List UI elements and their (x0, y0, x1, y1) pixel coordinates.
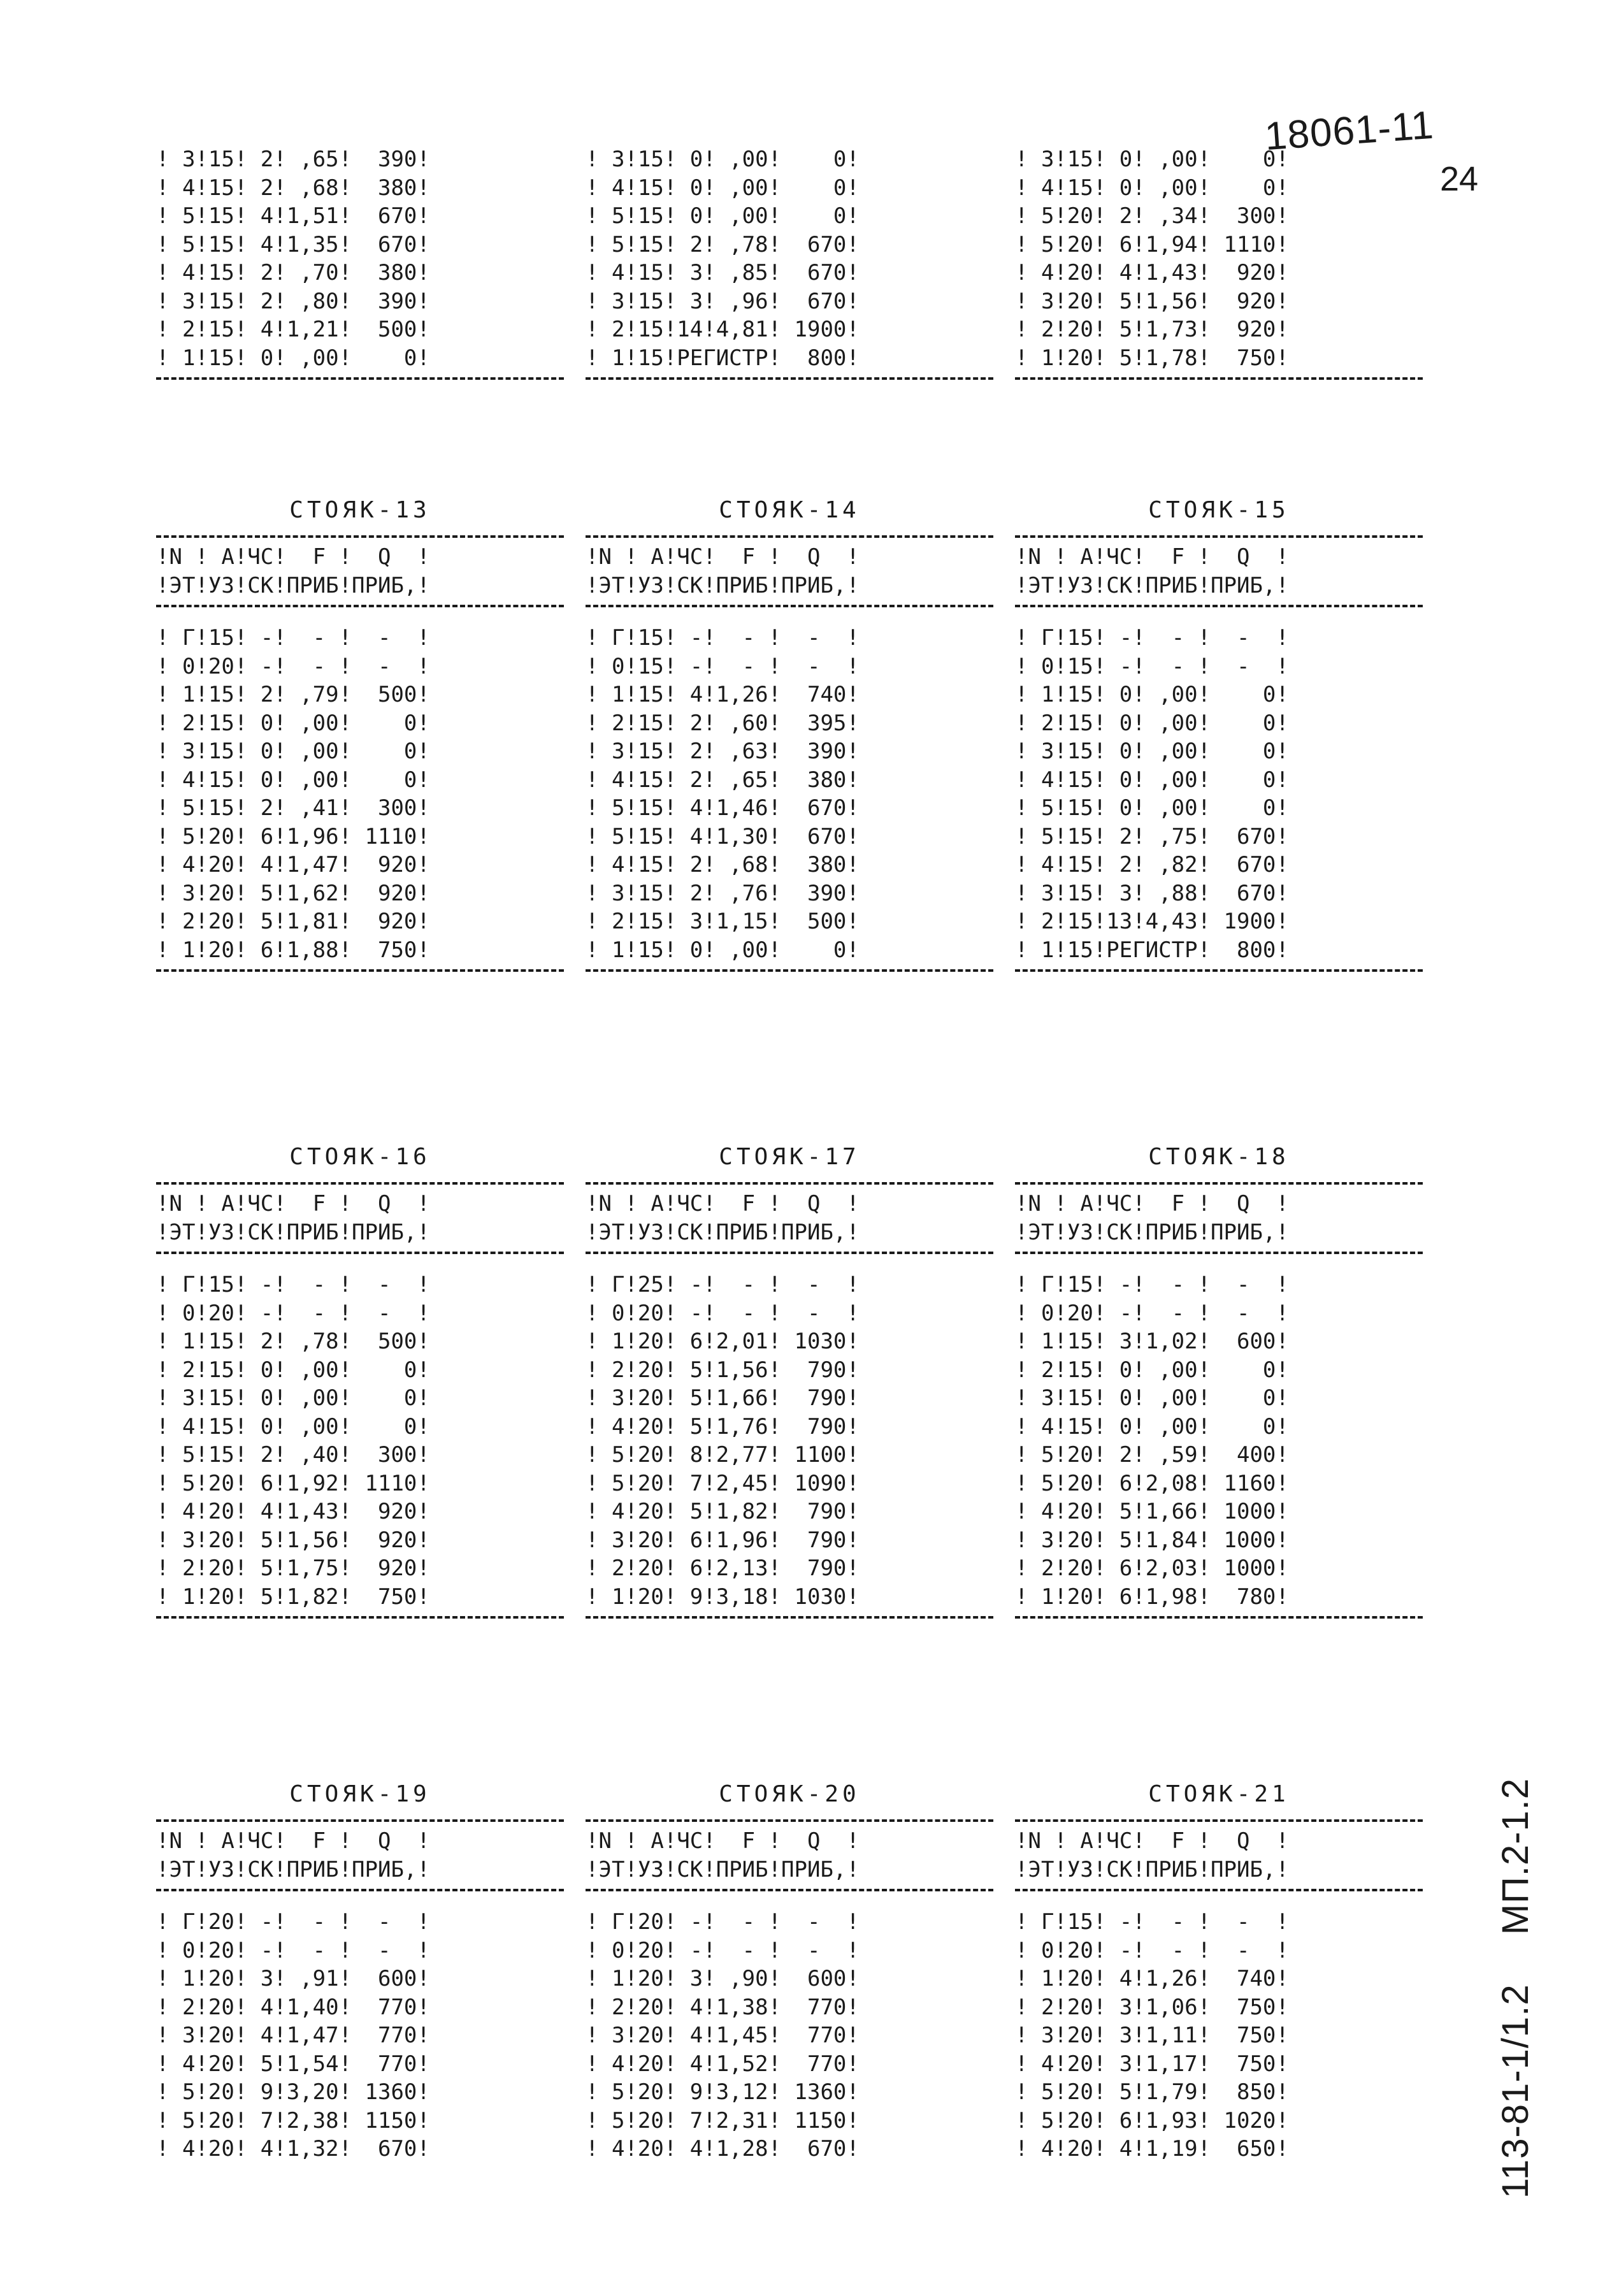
riser-table (586, 1775, 993, 2163)
table-header (156, 1827, 564, 1884)
riser-title: СТОЯК-19 (289, 1781, 431, 1807)
divider (1015, 535, 1423, 538)
riser-group (156, 1775, 1494, 2163)
divider (1015, 969, 1423, 972)
riser-table (586, 1137, 993, 1624)
divider (156, 377, 564, 380)
header-line-2: !ЭТ!УЗ!СК!ПРИБ!ПРИБ,! (1015, 572, 1289, 598)
side-label-sheet: МП.2-1.2 (1495, 1777, 1536, 1935)
divider (1015, 605, 1423, 607)
riser-row (156, 1137, 1494, 1624)
header-line-2: !ЭТ!УЗ!СК!ПРИБ!ПРИБ,! (1015, 1219, 1289, 1245)
riser-row (156, 491, 1494, 977)
header-line-1: !N ! А!ЧС! F ! Q ! (1015, 1828, 1289, 1854)
table-header (586, 1827, 993, 1884)
riser-table (156, 1775, 564, 2163)
riser-group (156, 491, 1494, 977)
riser-title: СТОЯК-13 (289, 497, 431, 523)
header-line-1: !N ! А!ЧС! F ! Q ! (156, 1828, 430, 1854)
riser-title: СТОЯК-17 (719, 1144, 860, 1170)
riser-title: СТОЯК-15 (1148, 497, 1290, 523)
table-rows: ! Г!15! -! - ! - ! ! 0!15! -! - ! - ! ! 1!15! 4!1,26! 740! ! 2!15! 2! ,60! 395! ! 3!15! 2! ,63! 390! ! 4!15! 2! ,65! 380! ! 5!15! 4!1,46! 670! ! 5!15! 4!1,30! 670! ! 4!15! 2! ,68! 380! ! 3!15! 2! ,76! 390! ! 2!15! 3!1,15! 500! ! 1!15! 0! ,00! 0! (586, 625, 860, 963)
table-header (1015, 1190, 1423, 1246)
riser-title: СТОЯК-20 (719, 1781, 860, 1807)
table-column (1015, 145, 1423, 385)
table-header (156, 543, 564, 600)
divider (586, 1616, 993, 1619)
divider (156, 605, 564, 607)
divider (156, 1182, 564, 1185)
divider (586, 1889, 993, 1891)
header-line-1: !N ! А!ЧС! F ! Q ! (1015, 544, 1289, 570)
table-rows: ! 3!15! 0! ,00! 0! ! 4!15! 0! ,00! 0! ! 5!15! 0! ,00! 0! ! 5!15! 2! ,78! 670! ! 4!15! 3! ,85! 670! ! 3!15! 3! ,96! 670! ! 2!15!14!4,81! 1900! ! 1!15!РЕГИСТР! 800! (586, 147, 860, 371)
table-header (1015, 543, 1423, 600)
table-rows: ! 3!15! 0! ,00! 0! ! 4!15! 0! ,00! 0! ! 5!20! 2! ,34! 300! ! 5!20! 6!1,94! 1110! ! 4!20! 4!1,43! 920! ! 3!20! 5!1,56! 920! ! 2!20! 5!1,73! 920! ! 1!20! 5!1,78! 750! (1015, 147, 1289, 371)
riser-title: СТОЯК-21 (1148, 1781, 1290, 1807)
table-header (1015, 1827, 1423, 1884)
riser-table (1015, 491, 1423, 977)
riser-table (156, 491, 564, 977)
header-line-2: !ЭТ!УЗ!СК!ПРИБ!ПРИБ,! (586, 1856, 860, 1882)
table-rows: ! Г!15! -! - ! - ! ! 0!20! -! - ! - ! ! 1!15! 3!1,02! 600! ! 2!15! 0! ,00! 0! ! 3!15! 0! ,00! 0! ! 4!15! 0! ,00! 0! ! 5!20! 2! ,59! 400! ! 5!20! 6!2,08! 1160! ! 4!20! 5!1,66! 1000! ! 3!20! 5!1,84! 1000! ! 2!20! 6!2,03! 1000! ! 1!20! 6!1,98! 780! (1015, 1272, 1289, 1610)
divider (586, 1819, 993, 1822)
header-line-2: !ЭТ!УЗ!СК!ПРИБ!ПРИБ,! (156, 572, 430, 598)
header-line-1: !N ! А!ЧС! F ! Q ! (156, 544, 430, 570)
table-rows: ! 3!15! 2! ,65! 390! ! 4!15! 2! ,68! 380! ! 5!15! 4!1,51! 670! ! 5!15! 4!1,35! 670! ! 4!15! 2! ,70! 380! ! 3!15! 2! ,80! 390! ! 2!15! 4!1,21! 500! ! 1!15! 0! ,00! 0! (156, 147, 430, 371)
riser-table (1015, 1775, 1423, 2163)
divider (586, 605, 993, 607)
header-line-2: !ЭТ!УЗ!СК!ПРИБ!ПРИБ,! (586, 1219, 860, 1245)
table-rows: ! Г!20! -! - ! - ! ! 0!20! -! - ! - ! ! 1!20! 3! ,90! 600! ! 2!20! 4!1,38! 770! ! 3!20! 4!1,45! 770! ! 4!20! 4!1,52! 770! ! 5!20! 9!3,12! 1360! ! 5!20! 7!2,31! 1150! ! 4!20! 4!1,28! 670! (586, 1909, 860, 2162)
header-line-2: !ЭТ!УЗ!СК!ПРИБ!ПРИБ,! (586, 572, 860, 598)
header-line-2: !ЭТ!УЗ!СК!ПРИБ!ПРИБ,! (156, 1219, 430, 1245)
header-line-1: !N ! А!ЧС! F ! Q ! (1015, 1191, 1289, 1217)
header-line-2: !ЭТ!УЗ!СК!ПРИБ!ПРИБ,! (156, 1856, 430, 1882)
continuation-row (156, 145, 1494, 385)
header-line-2: !ЭТ!УЗ!СК!ПРИБ!ПРИБ,! (1015, 1856, 1289, 1882)
table-column (586, 145, 993, 385)
divider (586, 535, 993, 538)
header-line-1: !N ! А!ЧС! F ! Q ! (586, 1828, 860, 1854)
divider (156, 1889, 564, 1891)
table-rows: ! Г!15! -! - ! - ! ! 0!20! -! - ! - ! ! 1!15! 2! ,78! 500! ! 2!15! 0! ,00! 0! ! 3!15! 0! ,00! 0! ! 4!15! 0! ,00! 0! ! 5!15! 2! ,40! 300! ! 5!20! 6!1,92! 1110! ! 4!20! 4!1,43! 920! ! 3!20! 5!1,56! 920! ! 2!20! 5!1,75! 920! ! 1!20! 5!1,82! 750! (156, 1272, 430, 1610)
divider (1015, 1616, 1423, 1619)
table-rows: ! Г!15! -! - ! - ! ! 0!20! -! - ! - ! ! 1!20! 4!1,26! 740! ! 2!20! 3!1,06! 750! ! 3!20! 3!1,11! 750! ! 4!20! 3!1,17! 750! ! 5!20! 5!1,79! 850! ! 5!20! 6!1,93! 1020! ! 4!20! 4!1,19! 650! (1015, 1909, 1289, 2162)
header-line-1: !N ! А!ЧС! F ! Q ! (586, 1191, 860, 1217)
table-rows: ! Г!15! -! - ! - ! ! 0!20! -! - ! - ! ! 1!15! 2! ,79! 500! ! 2!15! 0! ,00! 0! ! 3!15! 0! ,00! 0! ! 4!15! 0! ,00! 0! ! 5!15! 2! ,41! 300! ! 5!20! 6!1,96! 1110! ! 4!20! 4!1,47! 920! ! 3!20! 5!1,62! 920! ! 2!20! 5!1,81! 920! ! 1!20! 6!1,88! 750! (156, 625, 430, 963)
riser-title: СТОЯК-14 (719, 497, 860, 523)
table-rows: ! Г!20! -! - ! - ! ! 0!20! -! - ! - ! ! 1!20! 3! ,91! 600! ! 2!20! 4!1,40! 770! ! 3!20! 4!1,47! 770! ! 4!20! 5!1,54! 770! ! 5!20! 9!3,20! 1360! ! 5!20! 7!2,38! 1150! ! 4!20! 4!1,32! 670! (156, 1909, 430, 2162)
table-column (156, 145, 564, 385)
divider (156, 535, 564, 538)
riser-table (1015, 1137, 1423, 1624)
divider (1015, 1889, 1423, 1891)
riser-row (156, 1775, 1494, 2163)
divider (1015, 1819, 1423, 1822)
table-header (156, 1190, 564, 1246)
divider (156, 969, 564, 972)
riser-title: СТОЯК-16 (289, 1144, 431, 1170)
table-rows: ! Г!25! -! - ! - ! ! 0!20! -! - ! - ! ! 1!20! 6!2,01! 1030! ! 2!20! 5!1,56! 790! ! 3!20! 5!1,66! 790! ! 4!20! 5!1,76! 790! ! 5!20! 8!2,77! 1100! ! 5!20! 7!2,45! 1090! ! 4!20! 5!1,82! 790! ! 3!20! 6!1,96! 790! ! 2!20! 6!2,13! 790! ! 1!20! 9!3,18! 1030! (586, 1272, 860, 1610)
divider (156, 1252, 564, 1254)
side-label-code: 113-81-1/1.2 (1495, 1984, 1536, 2199)
riser-table (586, 491, 993, 977)
divider (586, 1252, 993, 1254)
divider (1015, 1252, 1423, 1254)
riser-group (156, 1137, 1494, 1624)
header-line-1: !N ! А!ЧС! F ! Q ! (586, 544, 860, 570)
table-rows: ! Г!15! -! - ! - ! ! 0!15! -! - ! - ! ! 1!15! 0! ,00! 0! ! 2!15! 0! ,00! 0! ! 3!15! 0! ,00! 0! ! 4!15! 0! ,00! 0! ! 5!15! 0! ,00! 0! ! 5!15! 2! ,75! 670! ! 4!15! 2! ,82! 670! ! 3!15! 3! ,88! 670! ! 2!15!13!4,43! 1900! ! 1!15!РЕГИСТР! 800! (1015, 625, 1289, 963)
page-number: 24 (1440, 160, 1479, 198)
divider (586, 969, 993, 972)
table-header (586, 1190, 993, 1246)
continuation-block (156, 145, 1494, 385)
riser-title: СТОЯК-18 (1148, 1144, 1290, 1170)
header-line-1: !N ! А!ЧС! F ! Q ! (156, 1191, 430, 1217)
divider (1015, 1182, 1423, 1185)
document-stamp: 18061-11 (1263, 103, 1436, 159)
divider (1015, 377, 1423, 380)
divider (586, 377, 993, 380)
divider (156, 1616, 564, 1619)
table-header (586, 543, 993, 600)
divider (156, 1819, 564, 1822)
side-label (1494, 1740, 1537, 2199)
riser-table (156, 1137, 564, 1624)
divider (586, 1182, 993, 1185)
